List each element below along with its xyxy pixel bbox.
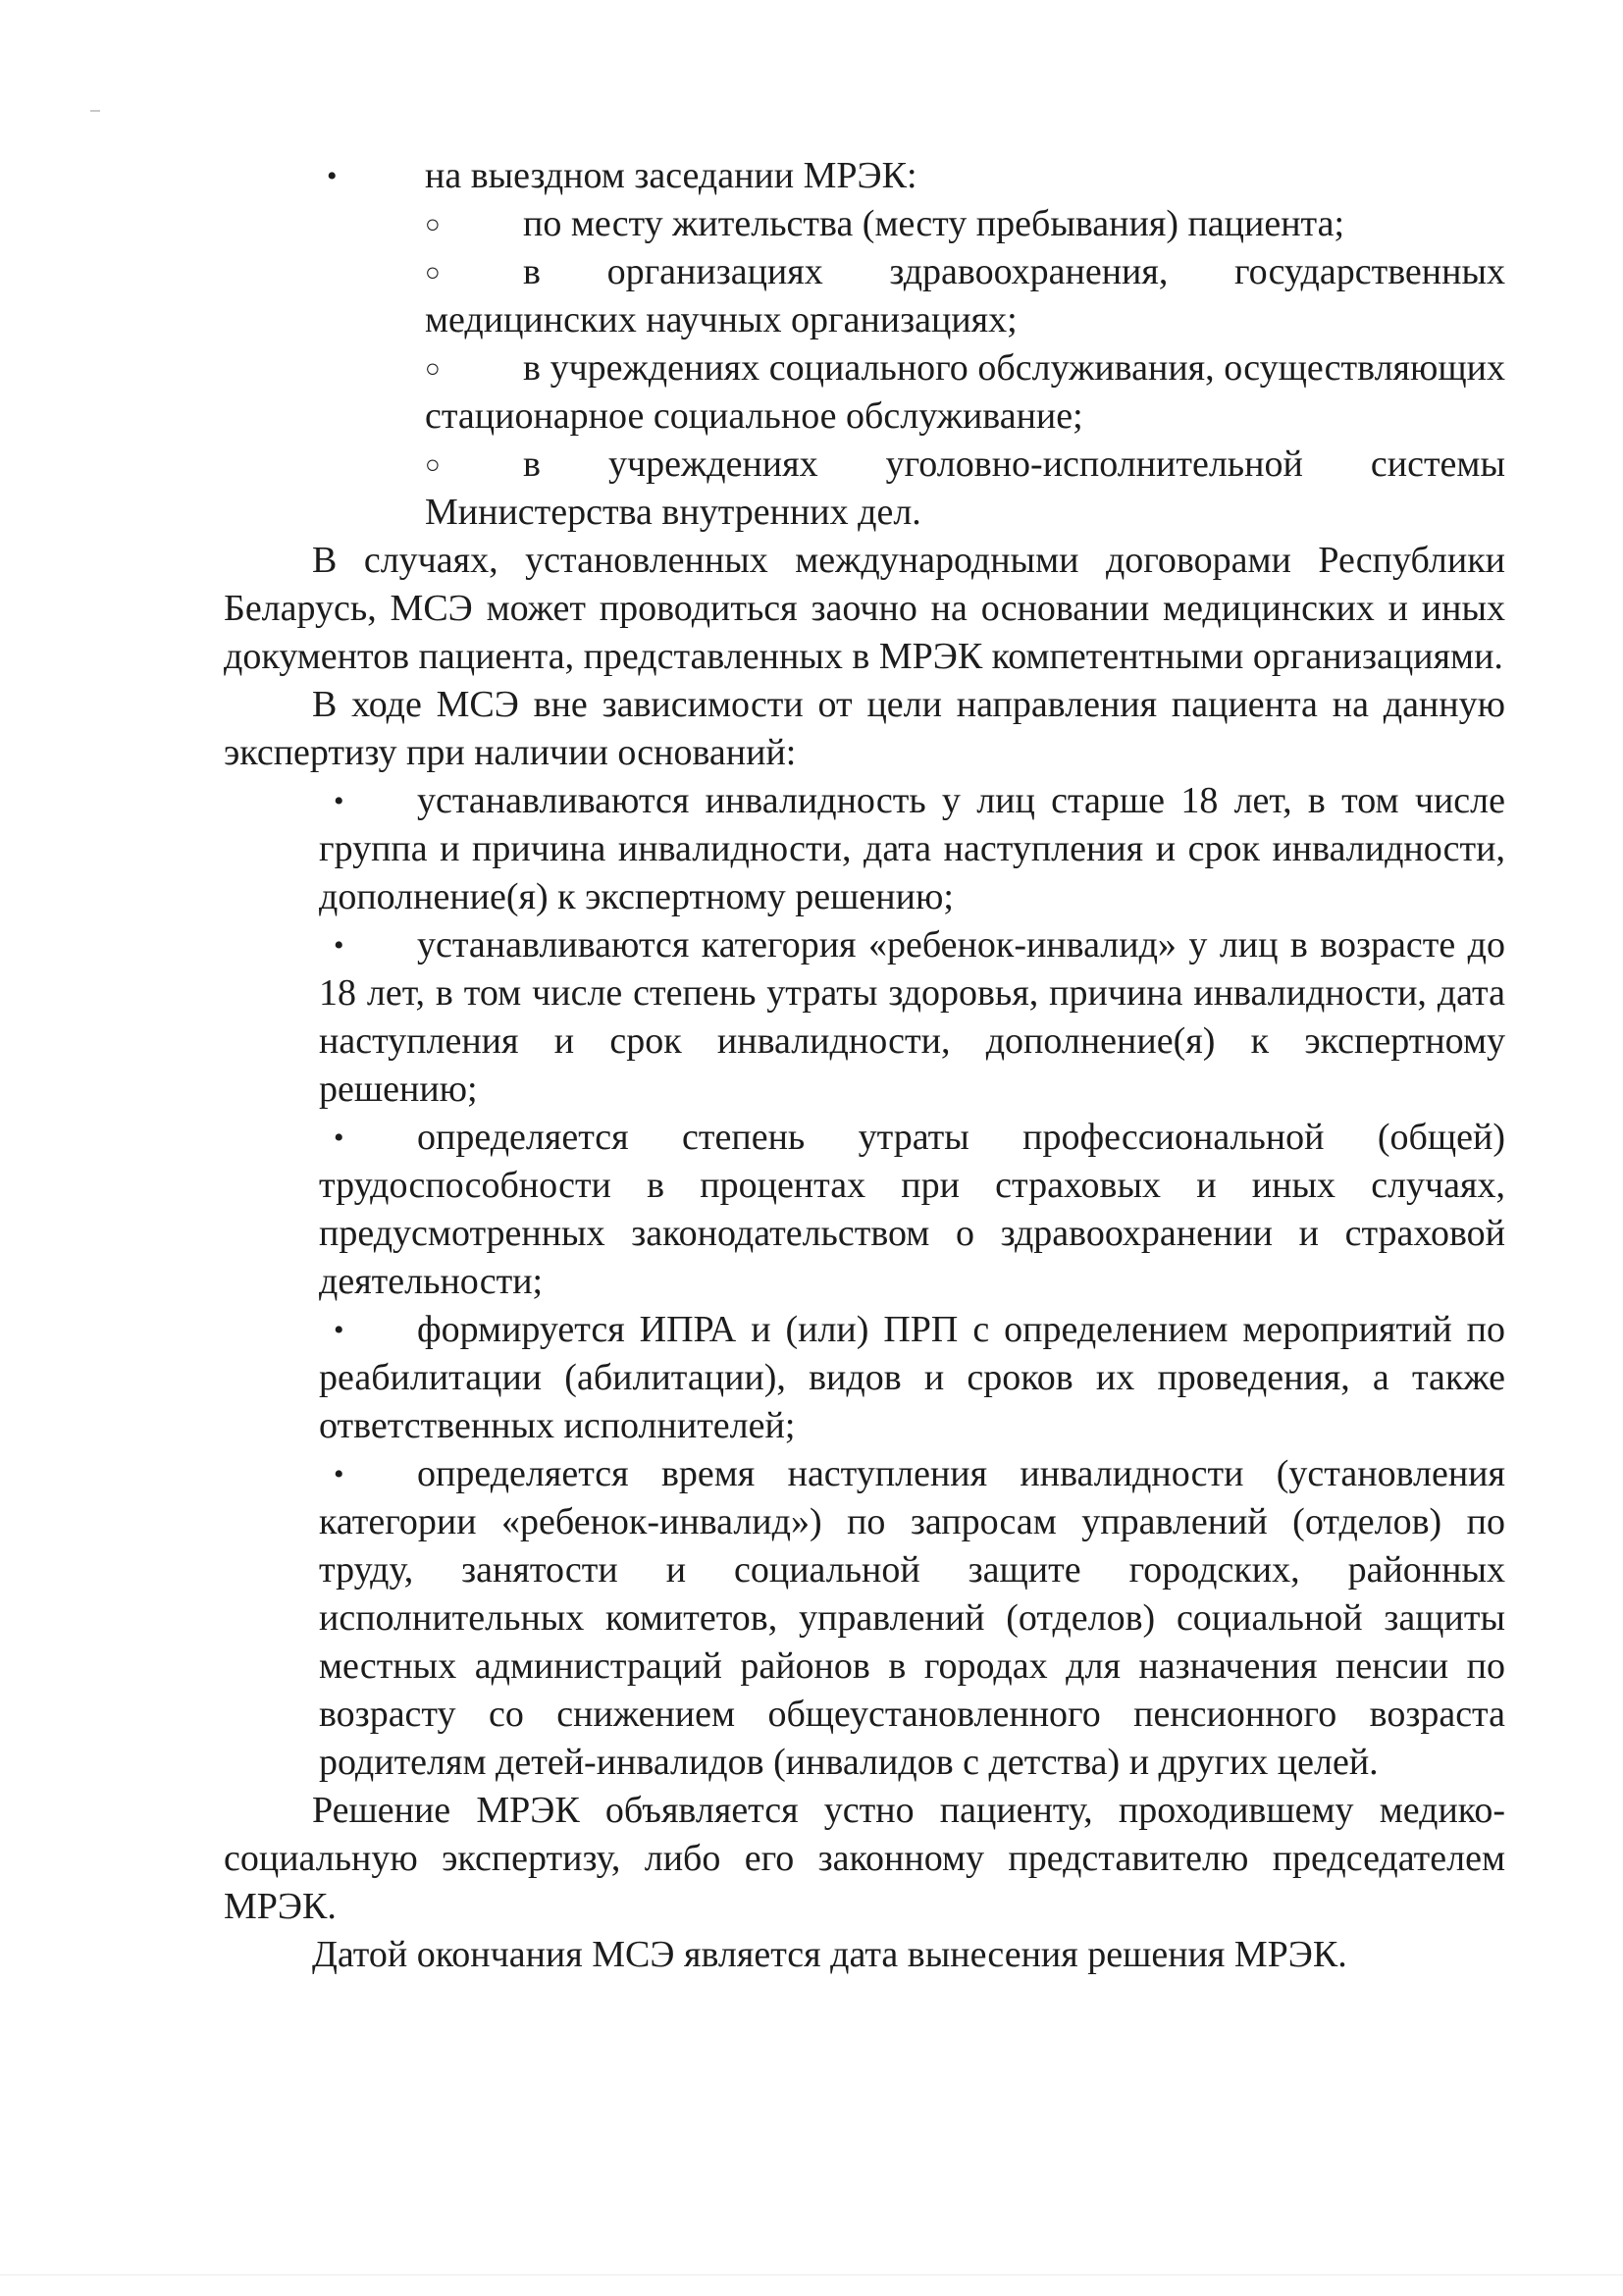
sub-item-text: в организациях здравоохранения, государственных медицинских научных организациях;	[425, 251, 1505, 340]
bullet-marker: •	[334, 785, 344, 817]
list-item-text: устанавливаются категория «ребенок-инвалид» у лиц в возрасте до 18 лет, в том числе степень утраты здоровья, причина инвалидности, дата наступления и срок инвалидности, дополнение(я) к экспертному решению;	[319, 924, 1505, 1110]
list-item-text: формируется ИПРА и (или) ПРП с определением мероприятий по реабилитации (абилитации), видов и сроков их проведения, а также ответственных исполнителей;	[319, 1309, 1505, 1446]
paragraph-mse-grounds: В ходе МСЭ вне зависимости от цели направления пациента на данную экспертизу при наличии оснований:	[224, 684, 1505, 773]
list-item-text: на выездном заседании МРЭК:	[425, 155, 917, 196]
list-item-text: определяется время наступления инвалидности (установления категории «ребенок-инвалид») по запросам управлений (отделов) по труду, занятости и социальной защите городских, районных исполнительных комитетов, управлений (отделов) социальной защиты местных администраций районов в городах для назначения пенсии по возрасту со снижением общеустановленного пенсионного возраста родителям детей-инвалидов (инвалидов с детства) и других целей.	[319, 1453, 1505, 1783]
list-item-disabled-child	[224, 921, 1505, 1114]
scan-artifact-mark	[90, 110, 100, 112]
sub-item-text: в учреждениях уголовно-исполнительной системы Министерства внутренних дел.	[425, 444, 1505, 533]
circle-marker: ○	[425, 210, 441, 238]
paragraph-decision-announcement: Решение МРЭК объявляется устно пациенту, проходившему медико-социальную экспертизу, либо его законному представителю председателем МРЭК.	[224, 1790, 1505, 1927]
list-item-disability-adult	[224, 777, 1505, 921]
bullet-marker: •	[334, 1314, 344, 1346]
bullet-marker: •	[327, 160, 338, 192]
scan-bottom-edge	[0, 2274, 1623, 2275]
list-item-outgoing-session	[224, 152, 1505, 200]
sub-item-penal-system	[224, 441, 1505, 537]
paragraph-mse-end-date: Датой окончания МСЭ является дата вынесения решения МРЭК.	[312, 1934, 1347, 1975]
circle-marker: ○	[425, 258, 441, 287]
sub-item-social-service	[224, 344, 1505, 441]
document-body	[224, 152, 1505, 1979]
list-item-disability-onset	[224, 1450, 1505, 1787]
list-item-text: определяется степень утраты профессиональной (общей) трудоспособности в процентах при страховых и иных случаях, предусмотренных законодательством о здравоохранении и страховой деятельности;	[319, 1117, 1505, 1302]
sub-item-healthcare	[224, 248, 1505, 344]
circle-marker: ○	[425, 354, 441, 383]
bullet-marker: •	[334, 1122, 344, 1154]
sub-item-residence	[224, 200, 1505, 248]
bullet-marker: •	[334, 929, 344, 962]
paragraph-international-treaties: В случаях, установленных международными договорами Республики Беларусь, МСЭ может проводиться заочно на основании медицинских и иных документов пациента, представленных в МРЭК компетентными организациями.	[224, 540, 1505, 677]
circle-marker: ○	[425, 450, 441, 479]
bullet-marker: •	[334, 1458, 344, 1490]
sub-item-text: по месту жительства (месту пребывания) пациента;	[523, 203, 1345, 244]
list-item-rehabilitation-program	[224, 1306, 1505, 1450]
list-item-work-capacity	[224, 1114, 1505, 1306]
list-item-text: устанавливаются инвалидность у лиц старше 18 лет, в том числе группа и причина инвалидности, дата наступления и срок инвалидности, дополнение(я) к экспертному решению;	[319, 780, 1505, 917]
sub-item-text: в учреждениях социального обслуживания, осуществляющих стационарное социальное обслуживание;	[425, 347, 1505, 437]
